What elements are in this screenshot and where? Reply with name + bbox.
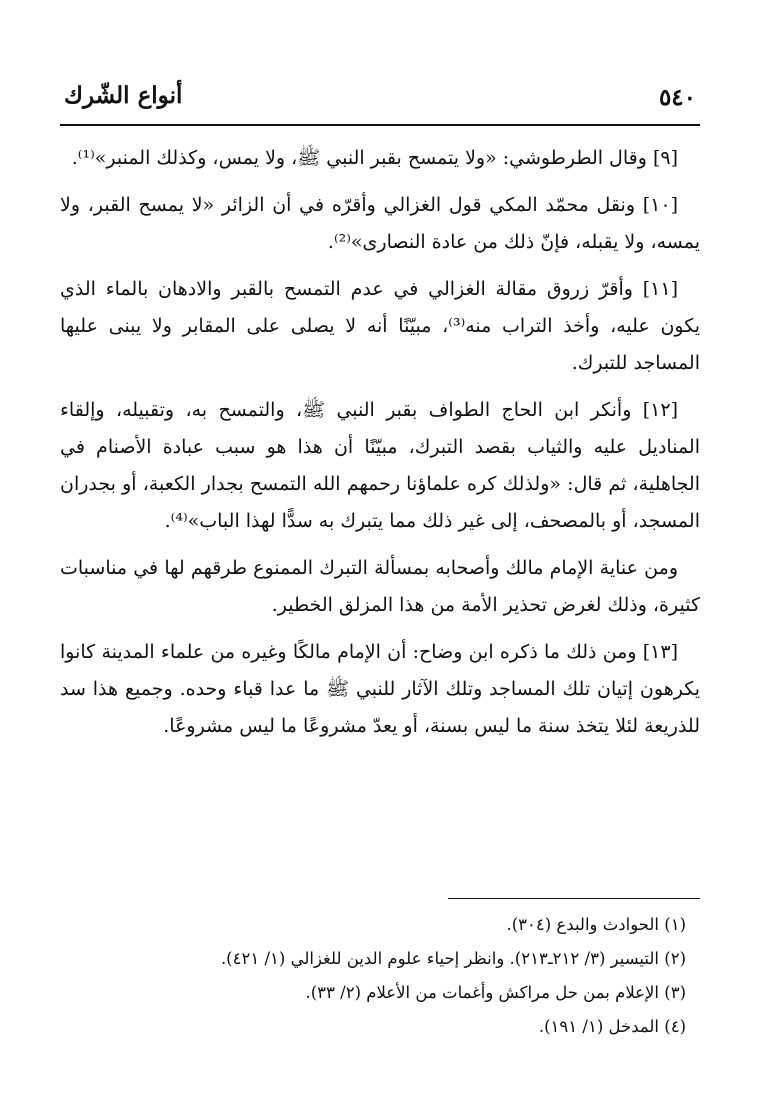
footnotes bbox=[60, 908, 700, 1044]
paragraph: [١٢] وأنكر ابن الحاج الطواف بقبر النبي ﷺ، والتمسح به، وتقبيله، وإلقاء المناديل عليه والثياب بقصد التبرك، مبيّنًا أن هذا هو سبب عبادة الأصنام في الجاهلية، ثم قال: «ولذلك كره علماؤنا رحمهم الله التمسح بجدار الكعبة، أو بجدران المسجد، أو بالمصحف، إلى غير ذلك مما يتبرك به سدًّا لهذا الباب»⁽⁴⁾. bbox=[60, 399, 700, 532]
footnote: (٣) الإعلام بمن حل مراكش وأغمات من الأعلام (٢/ ٣٣). bbox=[305, 983, 686, 1002]
running-title: أنواع الشّرك bbox=[64, 82, 183, 109]
paragraph: [١١] وأقرّ زروق مقالة الغزالي في عدم التمسح بالقبر والادهان بالماء الذي يكون عليه، وأخذ التراب منه⁽³⁾، مبيّنًا أنه لا يصلى على المقابر ولا يبنى عليها المساجد للتبرك. bbox=[60, 278, 700, 374]
paragraph: [١٣] ومن ذلك ما ذكره ابن وضاح: أن الإمام مالكًا وغيره من علماء المدينة كانوا يكرهون إتيان تلك المساجد وتلك الآثار للنبي ﷺ ما عدا قباء وحده. وجميع هذا سد للذريعة لئلا يتخذ سنة ما ليس بسنة، أو يعدّ مشروعًا ما ليس مشروعًا. bbox=[60, 641, 700, 737]
main-text bbox=[60, 140, 700, 755]
footnote: (٤) المدخل (١/ ١٩١). bbox=[538, 1017, 686, 1036]
page bbox=[60, 0, 700, 1112]
page-number: ٥٤٠ bbox=[658, 84, 696, 111]
footnote-divider bbox=[448, 898, 700, 899]
footnote: (٢) التيسير (٣/ ٢١٢ـ٢١٣). وانظر إحياء علوم الدين للغزالي (١/ ٤٢١). bbox=[220, 949, 686, 968]
paragraph: ومن عناية الإمام مالك وأصحابه بمسألة التبرك الممنوع طرقهم لها في مناسبات كثيرة، وذلك لغرض تحذير الأمة من هذا المزلق الخطير. bbox=[60, 557, 700, 616]
paragraph: [٩] وقال الطرطوشي: «ولا يتمسح بقبر النبي ﷺ، ولا يمس، وكذلك المنبر»⁽¹⁾. bbox=[71, 147, 678, 169]
paragraph: [١٠] ونقل محمّد المكي قول الغزالي وأقرّه في أن الزائر «لا يمسح القبر، ولا يمسه، ولا يقبله، فإنّ ذلك من عادة النصارى»⁽²⁾. bbox=[60, 194, 700, 253]
page-header bbox=[60, 80, 700, 126]
footnote: (١) الحوادث والبدع (٣٠٤). bbox=[506, 915, 686, 934]
